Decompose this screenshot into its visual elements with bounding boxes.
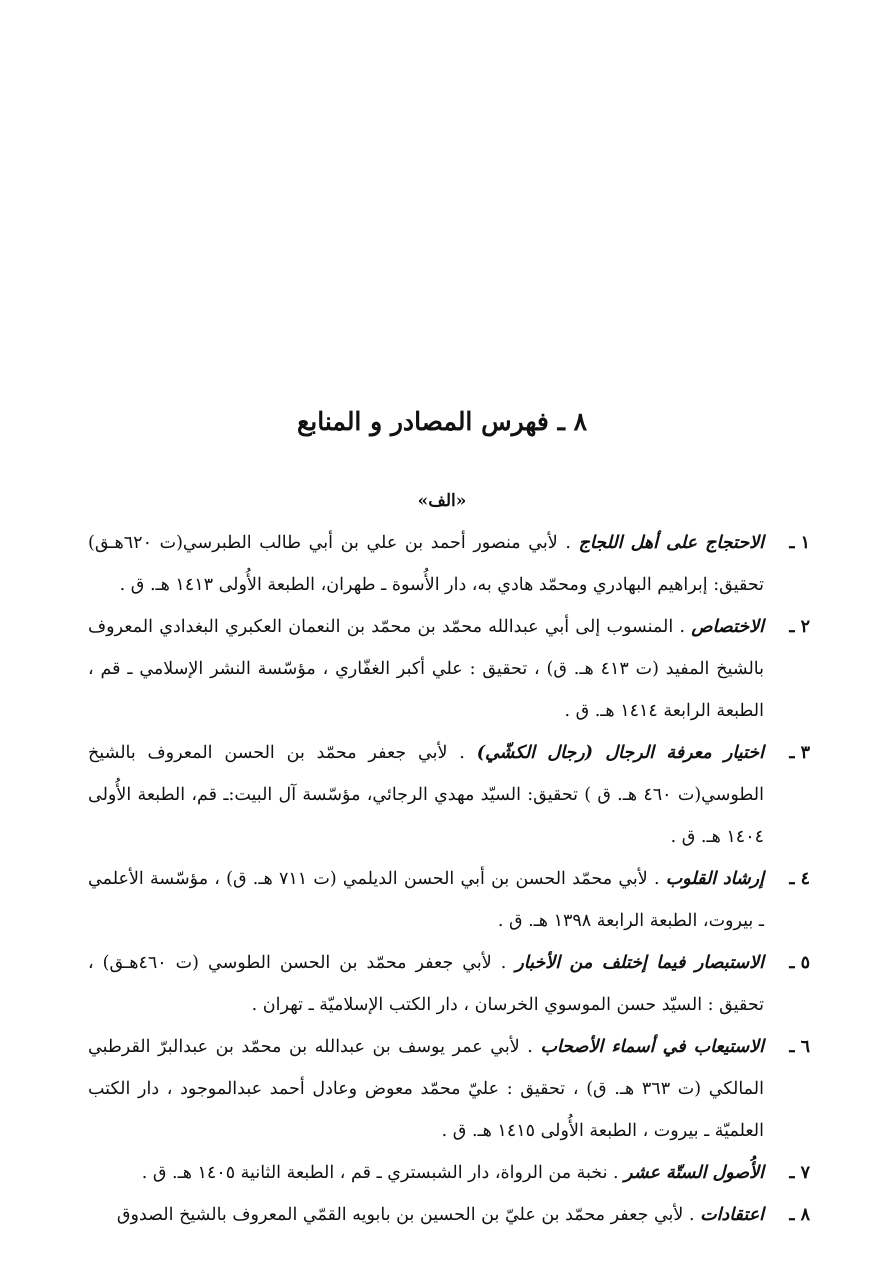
entry-number: ٨ ـ <box>789 1205 810 1225</box>
entry-description: . المنسوب إلى أبي عبدالله محمّد بن محمّد بن النعمان العكبري البغدادي المعروف بالشيخ المفيد (ت ٤١٣ هـ. ق) ، تحقيق : علي أكبر الغفّاري ، مؤسّسة النشر الإسلامي ـ قم ، الطبعة الرابعة ١٤١٤ هـ. ق . <box>88 617 764 721</box>
entry-number: ٦ ـ <box>789 1037 810 1057</box>
entry-description: . لأبي محمّد الحسن بن أبي الحسن الديلمي (ت ٧١١ هـ. ق) ، مؤسّسة الأعلمي ـ بيروت، الطبعة الرابعة ١٣٩٨ هـ. ق . <box>88 869 764 931</box>
entry-description: . نخبة من الرواة، دار الشبستري ـ قم ، الطبعة الثانية ١٤٠٥ هـ. ق . <box>141 1163 619 1183</box>
bibliography-entry <box>88 732 810 858</box>
bibliography-entry <box>88 1194 810 1236</box>
entry-number: ٤ ـ <box>789 869 810 889</box>
entry-title: إرشاد القلوب <box>665 869 764 889</box>
entry-number: ٢ ـ <box>789 617 810 637</box>
entry-description: . لأبي جعفر محمّد بن الحسن المعروف بالشيخ الطوسي(ت ٤٦٠ هـ. ق ) تحقيق: السيّد مهدي الرجائي، مؤسّسة آل البيت:ـ قم، الطبعة الأُولى ١٤٠٤ هـ. ق . <box>88 743 764 847</box>
entry-title: اعتقادات <box>700 1205 764 1225</box>
bibliography-list <box>88 522 810 1236</box>
entry-description: . لأبي عمر يوسف بن عبدالله بن محمّد بن عبدالبرّ القرطبي المالكي (ت ٣٦٣ هـ. ق) ، تحقيق : عليّ محمّد معوض وعادل أحمد عبدالموجود ، دار الكتب العلميّة ـ بيروت ، الطبعة الأُولى ١٤١٥ هـ. ق . <box>88 1037 764 1141</box>
entry-title: الاستيعاب في أسماء الأصحاب <box>540 1037 764 1057</box>
entry-description: . لأبي جعفر محمّد بن الحسن الطوسي (ت ٤٦٠هـق) ، تحقيق : السيّد حسن الموسوي الخرسان ، دار الكتب الإسلاميّة ـ تهران . <box>88 953 764 1015</box>
entry-number: ٧ ـ <box>789 1163 810 1183</box>
entry-title: اختيار معرفة الرجال (رجال الكشّي) <box>476 743 764 763</box>
bibliography-entry <box>88 522 810 606</box>
entry-description: . لأبي منصور أحمد بن علي بن أبي طالب الطبرسي(ت ٦٢٠هـق) تحقيق: إبراهيم البهادري ومحمّد هادي به، دار الأُسوة ـ طهران، الطبعة الأُولى ١٤١٣ هـ. ق . <box>88 533 764 595</box>
entry-description: . لأبي جعفر محمّد بن عليّ بن الحسين بن بابويه القمّي المعروف بالشيخ الصدوق <box>116 1205 695 1225</box>
entry-number: ١ ـ <box>789 533 810 553</box>
bibliography-entry <box>88 858 810 942</box>
bibliography-entry <box>88 942 810 1026</box>
bibliography-entry <box>88 1026 810 1152</box>
section-letter: «الف» <box>417 491 467 511</box>
entry-number: ٣ ـ <box>789 743 810 763</box>
bibliography-entry <box>88 1152 810 1194</box>
entry-title: الأُصول الستّة عشر <box>624 1163 764 1183</box>
entry-number: ٥ ـ <box>789 953 810 973</box>
entry-title: الاحتجاج على أهل اللجاج <box>578 533 764 553</box>
bibliography-entry <box>88 606 810 732</box>
entry-title: الاستبصار فيما إختلف من الأخبار <box>515 953 764 973</box>
entry-title: الاختصاص <box>691 617 764 637</box>
chapter-title: ٨ ـ فهرس المصادر و المنابع <box>296 407 588 436</box>
